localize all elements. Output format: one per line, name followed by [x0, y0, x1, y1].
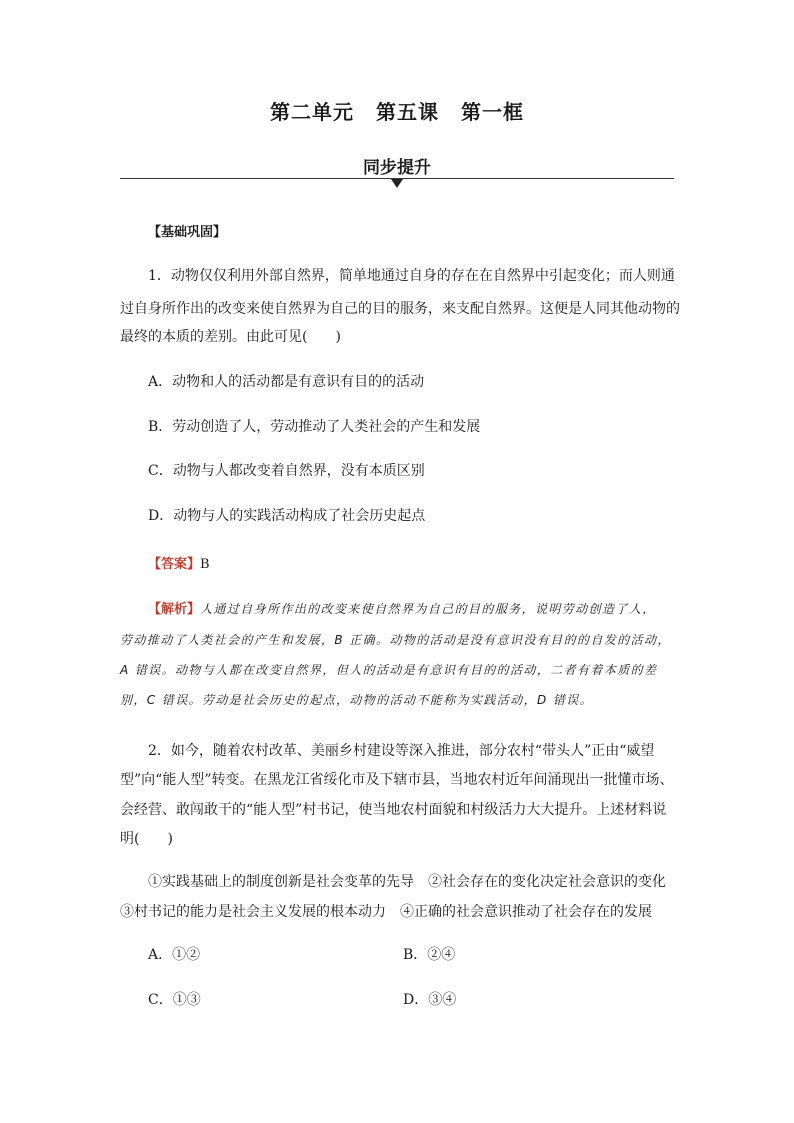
answer-value: B — [200, 557, 210, 572]
question-2-statements-line-2: ③村书记的能力是社会主义发展的根本动力 ④正确的社会意识推动了社会存在的发展 — [120, 904, 652, 920]
question-1-option-c: C．动物与人都改变着自然界，没有本质区别 — [148, 463, 425, 479]
question-1-analysis-line-1 — [148, 598, 656, 617]
question-2-stem-line-1: 2．如今，随着农村改革、美丽乡村建设等深入推进，部分农村“带头人”正由“威望 — [148, 743, 655, 759]
question-1-stem-line-3: 最终的本质的差别。由此可见( ) — [120, 329, 341, 345]
answer-label: 【答案】 — [148, 557, 201, 572]
page-title — [0, 96, 794, 125]
triangle-marker-icon — [391, 179, 403, 188]
title-unit: 第二单元 — [270, 100, 354, 124]
question-1-option-b: B．劳动创造了人，劳动推动了人类社会的产生和发展 — [148, 419, 481, 435]
analysis-label: 【解析】 — [148, 602, 201, 617]
page-subtitle: 同步提升 — [363, 158, 431, 178]
question-2-option-b: B．②④ — [403, 947, 456, 963]
question-2-option-a: A．①② — [148, 947, 201, 963]
question-1-option-a: A．动物和人的活动都是有意识有目的的活动 — [148, 374, 425, 390]
question-1-option-d: D．动物与人的实践活动构成了社会历史起点 — [148, 508, 426, 524]
question-1-analysis-line-4: 别，C 错误。劳动是社会历史的起点，动物的活动不能称为实践活动，D 错误。 — [120, 693, 594, 707]
question-2-stem-line-3: 会经营、敢闯敢干的“能人型”村书记，使当地农村面貌和村级活力大大提升。上述材料说 — [120, 802, 667, 818]
title-frame: 第一框 — [461, 100, 524, 124]
question-2-option-d: D．③④ — [403, 992, 457, 1008]
question-1-analysis-line-2: 劳动推动了人类社会的产生和发展，B 正确。动物的活动是没有意识没有目的的自发的活动， — [120, 633, 671, 647]
question-2-statements-line-1: ①实践基础上的制度创新是社会变革的先导 ②社会存在的变化决定社会意识的变化 — [148, 874, 666, 890]
analysis-text: 人通过自身所作出的改变来使自然界为自己的目的服务，说明劳动创造了人， — [200, 602, 656, 616]
question-1-answer — [148, 553, 210, 572]
question-2-option-c: C．①③ — [148, 992, 201, 1008]
question-1-stem-line-1: 1．动物仅仅利用外部自然界，简单地通过自身的存在在自然界中引起变化；而人则通 — [148, 268, 675, 284]
question-1-analysis-line-3: A 错误。动物与人都在改变自然界，但人的活动是有意识有目的的活动，二者有着本质的差 — [120, 663, 658, 677]
title-lesson: 第五课 — [376, 100, 439, 124]
question-1-stem-line-2: 过自身所作出的改变来使自然界为自己的目的服务，来支配自然界。这便是人同其他动物的 — [120, 301, 680, 317]
section-label: 【基础巩固】 — [148, 225, 227, 240]
question-2-stem-line-4: 明( ) — [120, 831, 173, 847]
question-2-stem-line-2: 型”向“能人型”转变。在黑龙江省绥化市及下辖市县，当地农村近年间涌现出一批懂市场、 — [120, 772, 674, 788]
